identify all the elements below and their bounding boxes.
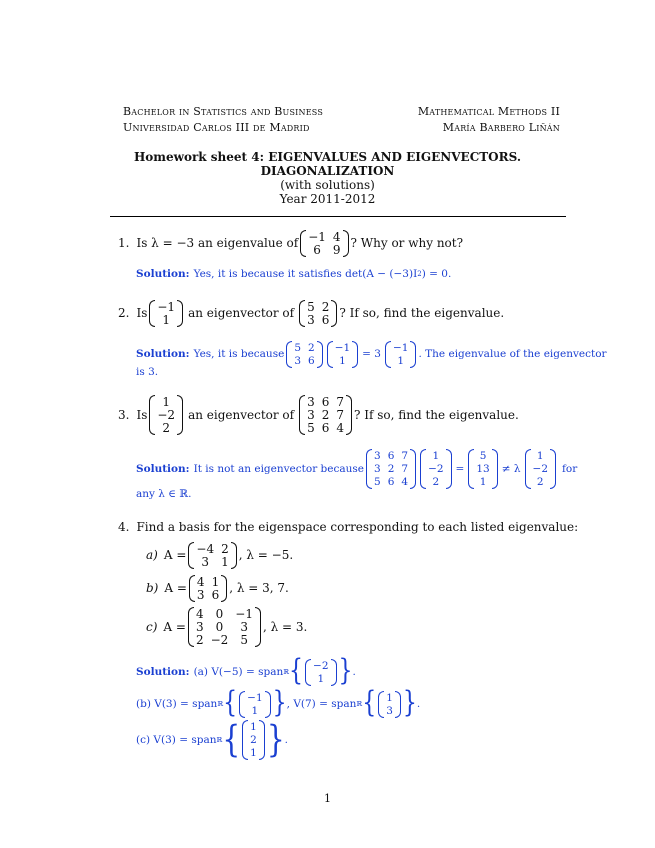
q2-solution-vector: −1 1 [327, 341, 358, 368]
q3-solution-text: It is not an eigenvector because [193, 463, 364, 475]
q1-solution-text: Yes, it is because it satisfies det(A − (−3)I [193, 268, 418, 280]
span-subscript: ℝ [217, 700, 224, 708]
q3-vector: 1 −2 2 [149, 395, 183, 435]
q2-solution-line2: is 3. [136, 366, 159, 378]
q1-number: 1. [118, 236, 130, 250]
title-divider [110, 216, 566, 217]
university-name: Universidad Carlos III de Madrid [123, 121, 310, 134]
q4-solution-b: (b) V(3) = span ℝ { −1 1 } , V(7) = span ℝ { 1 3 } . [136, 687, 421, 720]
q4-b-post: , λ = 3, 7. [229, 581, 289, 595]
q4-c-label: c) [146, 620, 158, 634]
q4-a-post: , λ = −5. [238, 548, 294, 562]
q2-solution-matrix: 5 2 3 6 [286, 341, 322, 368]
q4-solution-a-set: { −2 1 } [289, 655, 353, 688]
q1-solution-sub: 2 [417, 270, 422, 278]
q4-c-matrix: 4 0 −1 3 0 3 2 −2 5 [188, 607, 261, 647]
q4-solution-label: Solution: [136, 666, 190, 678]
q2-solution-vector-result: −1 1 [385, 341, 416, 368]
span-subscript: ℝ [356, 700, 363, 708]
q4-a-label: a) [146, 548, 158, 562]
title-line3: (with solutions) [280, 178, 375, 192]
q2-solution-eq: = 3 [362, 348, 381, 360]
q3-solution-post: for [562, 463, 578, 475]
q3-solution-label: Solution: [136, 463, 190, 475]
q4-text: Find a basis for the eigenspace corresponding to each listed eigenvalue: [136, 520, 579, 534]
q4-solution-c-text: (c) V(3) = span [136, 734, 217, 746]
q4-b-matrix: 4 1 3 6 [189, 575, 227, 602]
q4-part-a [146, 541, 293, 569]
page-number: 1 [324, 792, 331, 805]
q3-matrix: 3 6 7 3 2 7 5 6 4 [299, 395, 352, 435]
q2-text-pre: Is [136, 306, 148, 320]
span-subscript: ℝ [283, 668, 290, 676]
page-title [0, 150, 655, 206]
q4-b-pre: A = [164, 581, 187, 595]
question-3 [118, 392, 519, 438]
course-program: Bachelor in Statistics and Business [123, 105, 324, 118]
q2-solution-label: Solution: [136, 348, 190, 360]
q4-part-c [146, 606, 307, 648]
q2-solution-text: Yes, it is because [193, 348, 285, 360]
title-line1: Homework sheet 4: EIGENVALUES AND EIGENVECTORS. [133, 150, 522, 164]
q2-solution-post: . The eigenvalue of the eigenvector [418, 348, 607, 360]
q1-matrix: −1 4 6 9 [300, 230, 348, 257]
q4-solution-c-set: { 1 2 1 } [222, 717, 285, 761]
q3-number: 3. [118, 408, 130, 422]
span-subscript: ℝ [216, 736, 223, 744]
q4-solution-b-mid: , V(7) = span [286, 698, 357, 710]
course-header [123, 104, 323, 136]
q4-b-label: b) [146, 581, 159, 595]
q1-solution-end: ) = 0. [421, 268, 452, 280]
q2-solution [136, 340, 607, 368]
q4-number: 4. [118, 520, 130, 534]
q3-solution-result: 5 13 1 [468, 449, 497, 489]
q3-solution-neq: ≠ λ [501, 463, 521, 475]
q1-text-pre: Is λ = −3 an eigenvalue of [136, 236, 299, 250]
subject-name: Mathematical Methods II [417, 105, 560, 118]
q2-text-post: ? If so, find the eigenvalue. [339, 306, 505, 320]
q2-text-mid: an eigenvector of [188, 306, 295, 320]
q4-c-post: , λ = 3. [263, 620, 308, 634]
q4-solution-b-set2: { 1 3 } [362, 687, 417, 720]
q4-solution-c: (c) V(3) = span ℝ { 1 2 1 } . [136, 717, 288, 761]
question-4 [118, 520, 578, 534]
subject-header [418, 104, 560, 136]
q4-a-pre: A = [163, 548, 187, 562]
q3-solution-vector-2: 1 −2 2 [525, 449, 556, 489]
title-line2: DIAGONALIZATION [260, 164, 395, 178]
q4-solution-b-text: (b) V(3) = span [136, 698, 218, 710]
question-1 [118, 228, 463, 258]
q3-solution [136, 448, 577, 490]
q4-c-pre: A = [163, 620, 186, 634]
q3-text-pre: Is [136, 408, 148, 422]
q1-solution-label: Solution: [136, 268, 190, 280]
q3-solution-vector: 1 −2 2 [420, 449, 451, 489]
q4-part-b [146, 574, 289, 602]
q2-matrix: 5 2 3 6 [299, 300, 337, 327]
q1-solution [136, 268, 451, 280]
q3-text-post: ? If so, find the eigenvalue. [354, 408, 519, 422]
title-line4: Year 2011-2012 [279, 192, 376, 206]
q3-text-mid: an eigenvector of [188, 408, 295, 422]
q2-number: 2. [118, 306, 130, 320]
q4-solution-b-set1: { −1 1 } [223, 687, 287, 720]
q2-vector: −1 1 [149, 300, 183, 327]
q1-text-post: ? Why or why not? [350, 236, 464, 250]
question-2 [118, 298, 504, 328]
q4-solution-a-text: (a) V(−5) = span [193, 666, 284, 678]
q3-solution-matrix: 3 6 7 3 2 7 5 6 4 [366, 449, 416, 489]
q4-solution-a: Solution: (a) V(−5) = span ℝ { −2 1 } . [136, 655, 356, 688]
q4-a-matrix: −4 2 3 1 [188, 542, 236, 569]
q3-solution-line2: any λ ∈ ℝ. [136, 488, 192, 500]
q3-solution-eq: = [455, 463, 465, 475]
author-name: María Barbero Liñán [442, 121, 560, 134]
